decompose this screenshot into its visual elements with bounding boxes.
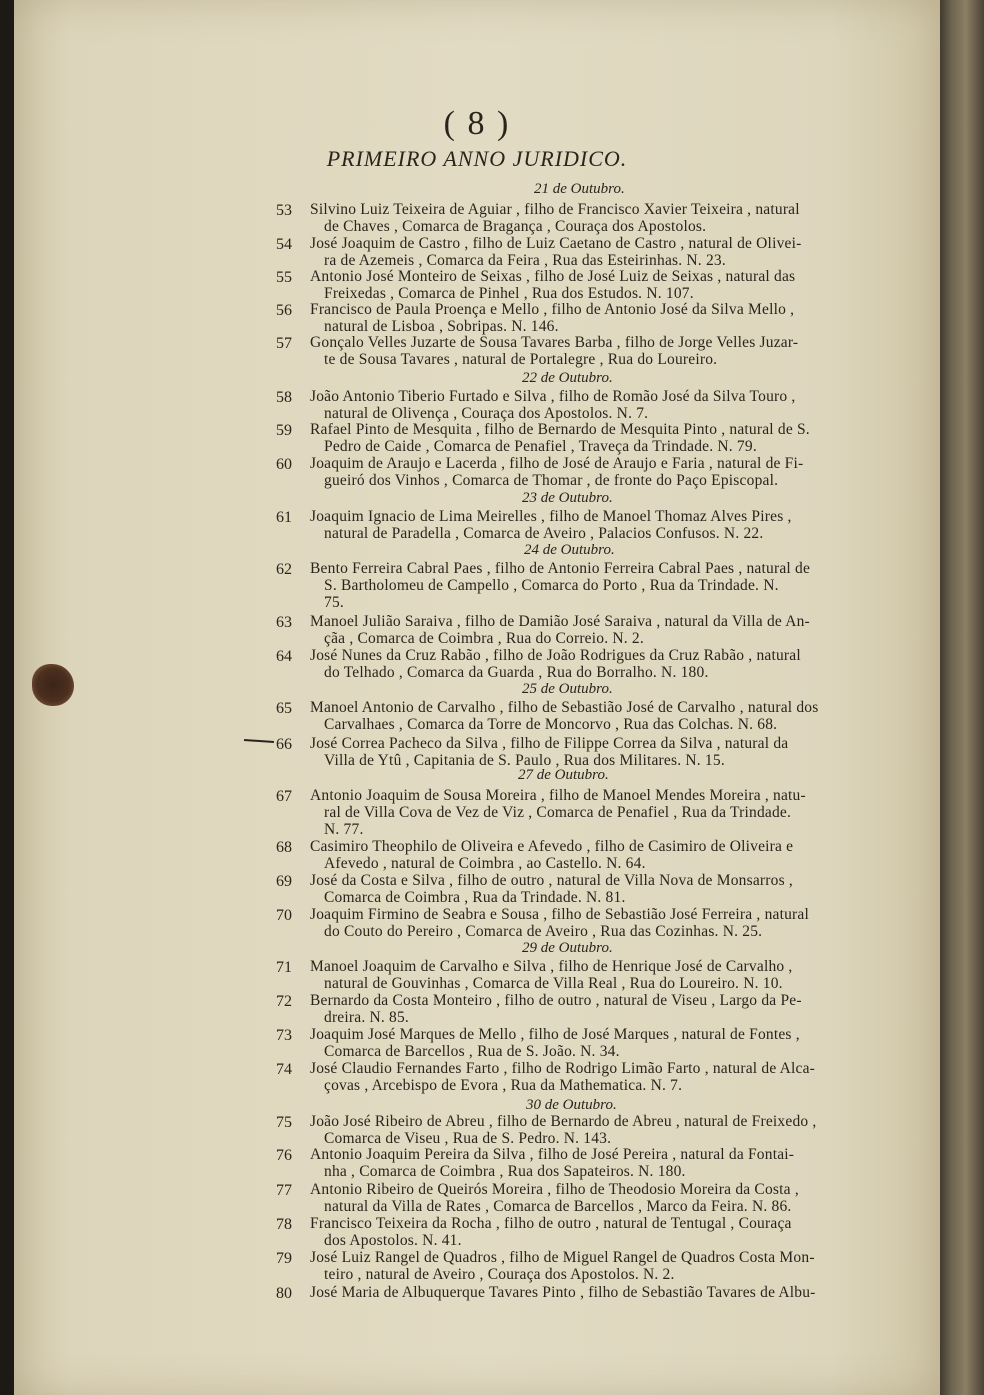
entry-line: dreira. N. 85. [324, 1009, 410, 1026]
entry-line: Manoel Joaquim de Carvalho e Silva , filho de Henrique José de Carvalho , [310, 958, 793, 975]
entry-line: Carvalhaes , Comarca da Torre de Moncorvo , Rua das Colchas. N. 68. [324, 716, 778, 733]
entry-number: 80 [276, 1285, 292, 1302]
entry-line: Gonçalo Velles Juzarte de Sousa Tavares Barba , filho de Jorge Velles Juzar- [310, 334, 799, 351]
entry-line: dos Apostolos. N. 41. [324, 1232, 462, 1249]
entry-line: Francisco de Paula Proença e Mello , filho de Antonio José da Silva Mello , [310, 301, 795, 318]
date-heading: 21 de Outubro. [534, 181, 625, 197]
entry-number: 56 [276, 302, 292, 319]
entry-line: João José Ribeiro de Abreu , filho de Bernardo de Abreu , natural de Freixedo , [310, 1113, 817, 1130]
entry-number: 55 [276, 269, 292, 286]
entry-number: 68 [276, 839, 292, 856]
entry-line: José Luiz Rangel de Quadros , filho de Miguel Rangel de Quadros Costa Mon- [310, 1249, 815, 1266]
entry-number: 65 [276, 700, 292, 717]
entry-line: natural de Gouvinhas , Comarca de Villa Real , Rua do Loureiro. N. 10. [324, 975, 783, 992]
date-heading: 27 de Outubro. [518, 767, 609, 783]
page-title: PRIMEIRO ANNO JURIDICO. [326, 146, 628, 171]
entry-line: çovas , Arcebispo de Evora , Rua da Mathematica. N. 7. [324, 1077, 683, 1094]
entry-number: 61 [276, 509, 292, 526]
entry-line: Joaquim de Araujo e Lacerda , filho de José de Araujo e Faria , natural de Fi- [310, 455, 804, 472]
page-edge [938, 0, 984, 1395]
entry-number: 59 [276, 422, 292, 439]
entry-number: 69 [276, 873, 292, 890]
entry-line: Manoel Antonio de Carvalho , filho de Sebastião José de Carvalho , natural dos [310, 699, 819, 716]
entry-line: Joaquim Firmino de Seabra e Sousa , filho de Sebastião José Ferreira , natural [310, 906, 809, 923]
entry-line: Rafael Pinto de Mesquita , filho de Bernardo de Mesquita Pinto , natural de S. [310, 421, 810, 438]
entry-line: do Telhado , Comarca da Guarda , Rua do Borralho. N. 180. [324, 664, 709, 681]
entry-number: 70 [276, 907, 292, 924]
entry-line: José da Costa e Silva , filho de outro , natural de Villa Nova de Monsarros , [310, 872, 793, 889]
entry-line: Francisco Teixeira da Rocha , filho de outro , natural de Tentugal , Couraça [310, 1215, 792, 1232]
entry-line: Casimiro Theophilo de Oliveira e Afevedo , filho de Casimiro de Oliveira e [310, 838, 794, 855]
entry-line: Freixedas , Comarca de Pinhel , Rua dos Estudos. N. 107. [324, 285, 694, 302]
entry-number: 64 [276, 648, 292, 665]
entry-line: ral de Villa Cova de Vez de Viz , Comarca de Penafiel , Rua da Trindade. [324, 804, 792, 821]
entry-line: Joaquim Ignacio de Lima Meirelles , filho de Manoel Thomaz Alves Pires , [310, 508, 792, 525]
date-heading: 30 de Outubro. [526, 1097, 617, 1113]
entry-line: te de Sousa Tavares , natural de Portalegre , Rua do Loureiro. [324, 351, 718, 368]
entry-number: 74 [276, 1061, 292, 1078]
entry-line: José Joaquim de Castro , filho de Luiz Caetano de Castro , natural de Olivei- [310, 235, 802, 252]
entry-line: natural de Olivença , Couraça dos Apostolos. N. 7. [324, 405, 649, 422]
date-heading: 23 de Outubro. [522, 490, 613, 506]
entry-line: 75. [324, 594, 344, 611]
ink-stain [32, 664, 74, 706]
entry-line: natural de Paradella , Comarca de Aveiro , Palacios Confusos. N. 22. [324, 525, 764, 542]
entry-line: natural da Villa de Rates , Comarca de Barcellos , Marco da Feira. N. 86. [324, 1198, 792, 1215]
entry-number: 75 [276, 1114, 292, 1131]
entry-line: Antonio José Monteiro de Seixas , filho de José Luiz de Seixas , natural das [310, 268, 796, 285]
entry-line: nha , Comarca de Coimbra , Rua dos Sapateiros. N. 180. [324, 1163, 686, 1180]
entry-line: Silvino Luiz Teixeira de Aguiar , filho de Francisco Xavier Teixeira , natural [310, 201, 800, 218]
entry-number: 60 [276, 456, 292, 473]
entry-number: 72 [276, 993, 292, 1010]
entry-number: 63 [276, 614, 292, 631]
entry-number: 78 [276, 1216, 292, 1233]
entry-line: Villa de Ytû , Capitania de S. Paulo , Rua dos Militares. N. 15. [324, 752, 725, 769]
entry-line: Manoel Julião Saraiva , filho de Damião José Saraiva , natural da Villa de An- [310, 613, 810, 630]
entry-number: 66 [276, 736, 292, 753]
entry-line: José Correa Pacheco da Silva , filho de Filippe Correa da Silva , natural da [310, 735, 789, 752]
entry-line: José Nunes da Cruz Rabão , filho de João Rodrigues da Cruz Rabão , natural [310, 647, 801, 664]
entry-number: 57 [276, 335, 292, 352]
entry-line: Bento Ferreira Cabral Paes , filho de Antonio Ferreira Cabral Paes , natural de [310, 560, 811, 577]
entry-number: 62 [276, 561, 292, 578]
entry-line: Comarca de Barcellos , Rua de S. João. N. 34. [324, 1043, 620, 1060]
entry-number: 71 [276, 959, 292, 976]
entry-line: Antonio Joaquim Pereira da Silva , filho de José Pereira , natural da Fontai- [310, 1146, 795, 1163]
entry-number: 79 [276, 1250, 292, 1267]
entry-line: Antonio Ribeiro de Queirós Moreira , filho de Theodosio Moreira da Costa , [310, 1181, 799, 1198]
entry-line: natural de Lisboa , Sobripas. N. 146. [324, 318, 559, 335]
entry-line: Bernardo da Costa Monteiro , filho de outro , natural de Viseu , Largo da Pe- [310, 992, 802, 1009]
entry-line: João Antonio Tiberio Furtado e Silva , filho de Romão José da Silva Touro , [310, 388, 796, 405]
entry-line: gueiró dos Vinhos , Comarca de Thomar , de fronte do Paço Episcopal. [324, 472, 779, 489]
entry-line: Afevedo , natural de Coimbra , ao Castello. N. 64. [324, 855, 646, 872]
entry-number: 76 [276, 1147, 292, 1164]
date-heading: 25 de Outubro. [522, 681, 613, 697]
entry-line: Comarca de Coimbra , Rua da Trindade. N. 81. [324, 889, 626, 906]
date-heading: 22 de Outubro. [522, 370, 613, 386]
entry-number: 58 [276, 389, 292, 406]
entry-line: çãa , Comarca de Coimbra , Rua do Correio. N. 2. [324, 630, 644, 647]
entry-line: teiro , natural de Aveiro , Couraça dos Apostolos. N. 2. [324, 1266, 675, 1283]
entry-line: S. Bartholomeu de Campello , Comarca do Porto , Rua da Trindade. N. [324, 577, 779, 594]
entry-line: Comarca de Viseu , Rua de S. Pedro. N. 143. [324, 1130, 612, 1147]
entry-line: Joaquim José Marques de Mello , filho de José Marques , natural de Fontes , [310, 1026, 800, 1043]
date-heading: 24 de Outubro. [524, 542, 615, 558]
entry-line: José Maria de Albuquerque Tavares Pinto , filho de Sebastião Tavares de Albu- [310, 1284, 816, 1301]
entry-line: ra de Azemeis , Comarca da Feira , Rua das Esteirinhas. N. 23. [324, 252, 726, 269]
date-heading: 29 de Outubro. [522, 940, 613, 956]
entry-line: N. 77. [324, 821, 364, 838]
entry-number: 54 [276, 236, 292, 253]
document-page [14, 0, 940, 1395]
entry-line: do Couto do Pereiro , Comarca de Aveiro , Rua das Cozinhas. N. 25. [324, 923, 763, 940]
entry-line: José Claudio Fernandes Farto , filho de Rodrigo Limão Farto , natural de Alca- [310, 1060, 816, 1077]
entry-number: 77 [276, 1182, 292, 1199]
entry-number: 67 [276, 788, 292, 805]
entry-line: de Chaves , Comarca de Bragança , Couraça dos Apostolos. [324, 218, 707, 235]
entry-line: Pedro de Caide , Comarca de Penafiel , Traveça da Trindade. N. 79. [324, 438, 757, 455]
page-number: ( 8 ) [443, 105, 511, 142]
entry-number: 53 [276, 202, 292, 219]
entry-number: 73 [276, 1027, 292, 1044]
entry-line: Antonio Joaquim de Sousa Moreira , filho de Manoel Mendes Moreira , natu- [310, 787, 806, 804]
